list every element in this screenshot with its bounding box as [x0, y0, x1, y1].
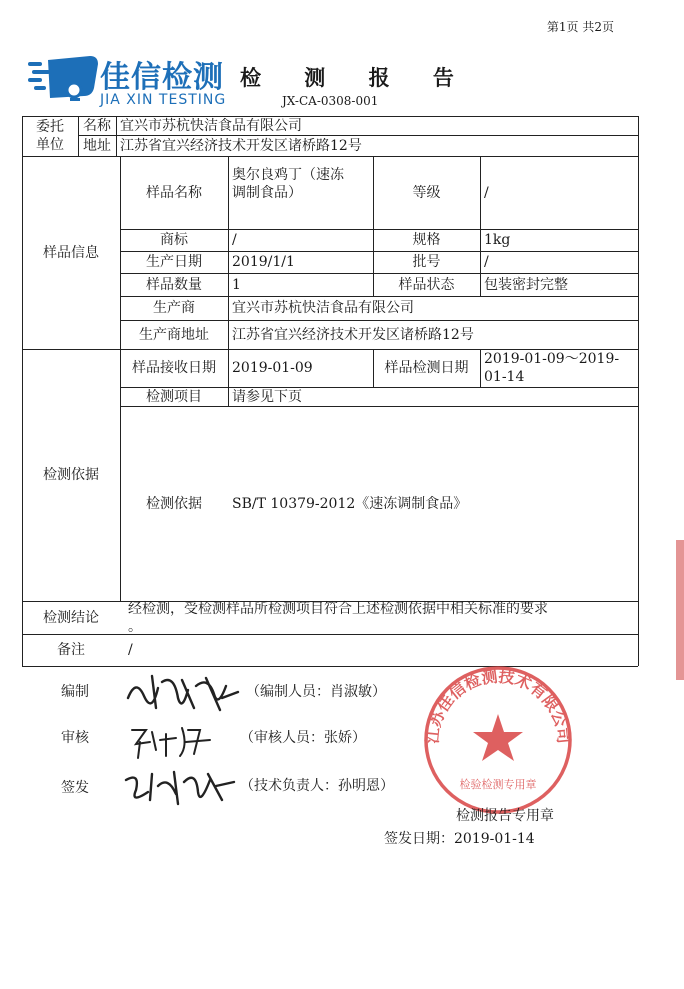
client-address-value: 江苏省宜兴经济技术开发区诸桥路12号: [120, 137, 362, 154]
batch-label: 批号: [412, 254, 441, 270]
reviewer-signature: [126, 720, 216, 762]
stamp-caption: 检测报告专用章: [456, 808, 554, 824]
grade-label: 等级: [412, 184, 441, 201]
issuer-signature: [118, 764, 238, 812]
trademark-value: /: [232, 232, 237, 248]
client-name-value: 宜兴市苏杭快洁食品有限公司: [120, 117, 302, 134]
report-number: JX-CA-0308-001: [282, 94, 379, 108]
testing-basis-section-label: 检测依据: [43, 467, 99, 483]
side-seal-fragment: [676, 540, 684, 680]
receive-date-value: 2019-01-09: [232, 360, 313, 376]
batch-value: /: [484, 254, 489, 270]
page-number: 第1页 共2页: [546, 20, 614, 34]
test-date-value: 2019-01-09～2019- 01-14: [484, 351, 620, 385]
sample-status-label: 样品状态: [398, 276, 455, 293]
manufacturer-address-label: 生产商地址: [139, 326, 209, 343]
testing-standard-label: 检测依据: [146, 495, 202, 512]
test-items-value: 请参见下页: [232, 388, 302, 405]
test-date-label: 样品检测日期: [384, 360, 469, 376]
logo-icon: [28, 52, 103, 104]
reviewer-label: 审核: [61, 730, 89, 746]
remark-label: 备注: [57, 642, 85, 658]
compiler-note: （编制人员：肖淑敏）: [246, 684, 386, 700]
sample-quantity-value: 1: [232, 276, 241, 293]
logo-name-cn: 佳信检测: [100, 60, 224, 95]
sample-quantity-label: 样品数量: [146, 276, 202, 293]
seal-arc-text: 江苏佳信检测技术有限公司: [422, 666, 574, 745]
report-title: 检 测 报 告: [240, 65, 472, 90]
manufacturer-label: 生产商: [153, 300, 195, 316]
compiler-signature: [122, 668, 242, 716]
production-date-label: 生产日期: [146, 254, 202, 270]
sample-status-value: 包装密封完整: [484, 276, 568, 293]
client-group-label: 委托 单位: [36, 119, 64, 153]
spec-value: 1kg: [484, 232, 511, 248]
sample-name-value: 奥尔良鸡丁（速冻 调制食品）: [232, 167, 344, 201]
issuer-label: 签发: [61, 780, 89, 796]
official-seal-stamp: [418, 660, 578, 820]
manufacturer-address-value: 江苏省宜兴经济技术开发区诸桥路12号: [232, 326, 474, 343]
receive-date-label: 样品接收日期: [132, 360, 216, 376]
manufacturer-value: 宜兴市苏杭快洁食品有限公司: [232, 300, 414, 316]
logo-name-en: JIA XIN TESTING: [100, 92, 227, 108]
issue-date: 签发日期：2019-01-14: [384, 831, 535, 847]
compiler-label: 编制: [61, 684, 89, 700]
trademark-label: 商标: [160, 232, 188, 248]
issuer-note: （技术负责人：孙明恩）: [240, 778, 394, 794]
testing-standard-value: SB/T 10379-2012《速冻调制食品》: [232, 495, 468, 512]
reviewer-note: （审核人员：张娇）: [240, 730, 366, 746]
sample-info-section-label: 样品信息: [43, 244, 99, 261]
client-address-label: 地址: [83, 137, 111, 154]
test-items-label: 检测项目: [146, 388, 202, 405]
remark-value: /: [128, 642, 133, 658]
spec-label: 规格: [412, 232, 441, 248]
grade-value: /: [484, 184, 489, 201]
seal-inner-text: 检验检测专用章: [459, 778, 537, 791]
production-date-value: 2019/1/1: [232, 254, 295, 270]
sample-name-label: 样品名称: [146, 184, 202, 201]
conclusion-text: 经检测，受检测样品所检测项目符合上述检测依据中相关标准的要求 。: [128, 600, 548, 635]
conclusion-label: 检测结论: [43, 609, 99, 626]
client-name-label: 名称: [83, 117, 111, 134]
